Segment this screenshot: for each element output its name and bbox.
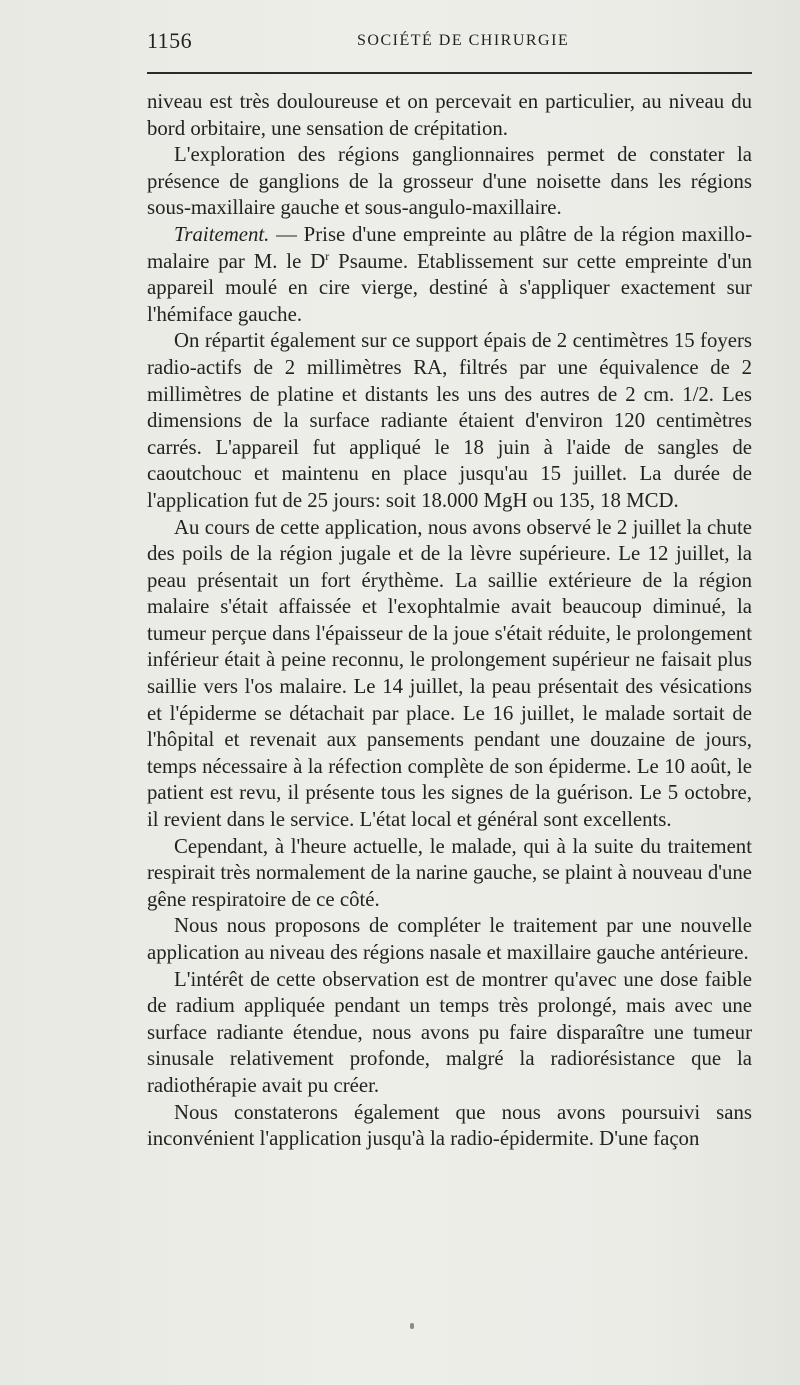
body-text [147, 89, 752, 1153]
running-title: SOCIÉTÉ DE CHIRURGIE [357, 32, 570, 49]
treatment-text-end: Psaume. Etablissement sur cette empreinte d'un appareil moulé en cire vierge, destiné à s'appliquer exactement sur l'hémiface gauche. [147, 249, 753, 326]
treatment-text-start: — Prise d'une empreinte au plâtre de la région maxillo-malaire par M. le D [147, 222, 752, 273]
paragraph-proposal: Nous nous proposons de compléter le traitement par une nouvelle application au niveau des régions nasale et maxillaire gauche antérieure. [147, 914, 752, 964]
paragraph-course: Au cours de cette application, nous avons observé le 2 juillet la chute des poils de la région jugale et de la lèvre supérieure. Le 12 juillet, la peau présentait un fort érythème. La saillie extérieure de la région malaire s'était affaissée et l'exophtalmie avait beaucoup diminué, la tumeur perçue dans l'épaisseur de la joue s'était réduite, le prolongement inférieur était à peine reconnu, le prolongement supérieur ne faisait plus saillie vers l'os malaire. Le 14 juillet, la peau présentait des vésications et l'épiderme se détachait par place. Le 16 juillet, le malade sortait de l'hôpital et revenait aux pansements pendant une douzaine de jours, temps nécessaire à la réfection complète de son épiderme. Le 10 août, le patient est revu, il présente tous les signes de la guérison. Le 5 octobre, il revient dans le service. L'état local et général sont excellents. [147, 515, 752, 832]
page-header [147, 28, 752, 58]
doctor-superscript: r [325, 248, 330, 263]
page-number: 1156 [147, 28, 193, 53]
paragraph-current-state: Cependant, à l'heure actuelle, le malade, qui à la suite du traitement respirait très normalement de la narine gauche, se plaint à nouveau d'une gêne respiratoire de ce côté. [147, 834, 752, 911]
paragraph-continuation: niveau est très douloureuse et on percevait en particulier, au niveau du bord orbitaire, une sensation de crépitation. [147, 90, 752, 140]
header-rule [147, 72, 752, 74]
paragraph-final: Nous constaterons également que nous avons poursuivi sans inconvénient l'application jusqu'à la radio-épidermite. D'une façon [147, 1100, 752, 1151]
paragraph-radium-foci: On répartit également sur ce support épais de 2 centimètres 15 foyers radio-actifs de 2 millimètres RA, filtrés par une équivalence de 2 millimètres de platine et distants les uns des autres de 2 cm. 1/2. Les dimensions de la surface radiante étaient d'environ 120 centimètres carrés. L'appareil fut appliqué le 18 juin à l'aide de sangles de caoutchouc et maintenu en place jusqu'au 15 juillet. La durée de l'application fut de 25 jours: soit 18.000 MgH ou 135, 18 MCD. [147, 329, 752, 512]
ink-speck [410, 1323, 414, 1329]
paragraph-lymph-nodes: L'exploration des régions ganglionnaires permet de constater la présence de ganglions de la grosseur d'une noisette dans les régions sous-maxillaire gauche et sous-angulo-maxillaire. [147, 143, 752, 220]
paragraph-treatment [147, 222, 752, 328]
treatment-heading: Traitement. [174, 222, 270, 246]
paragraph-interest: L'intérêt de cette observation est de montrer qu'avec une dose faible de radium appliquée pendant un temps très prolongé, mais avec une surface radiante étendue, nous avons pu faire disparaître une tumeur sinusale relativement profonde, malgré la radiorésistance que la radiothérapie avait pu créer. [147, 967, 752, 1097]
